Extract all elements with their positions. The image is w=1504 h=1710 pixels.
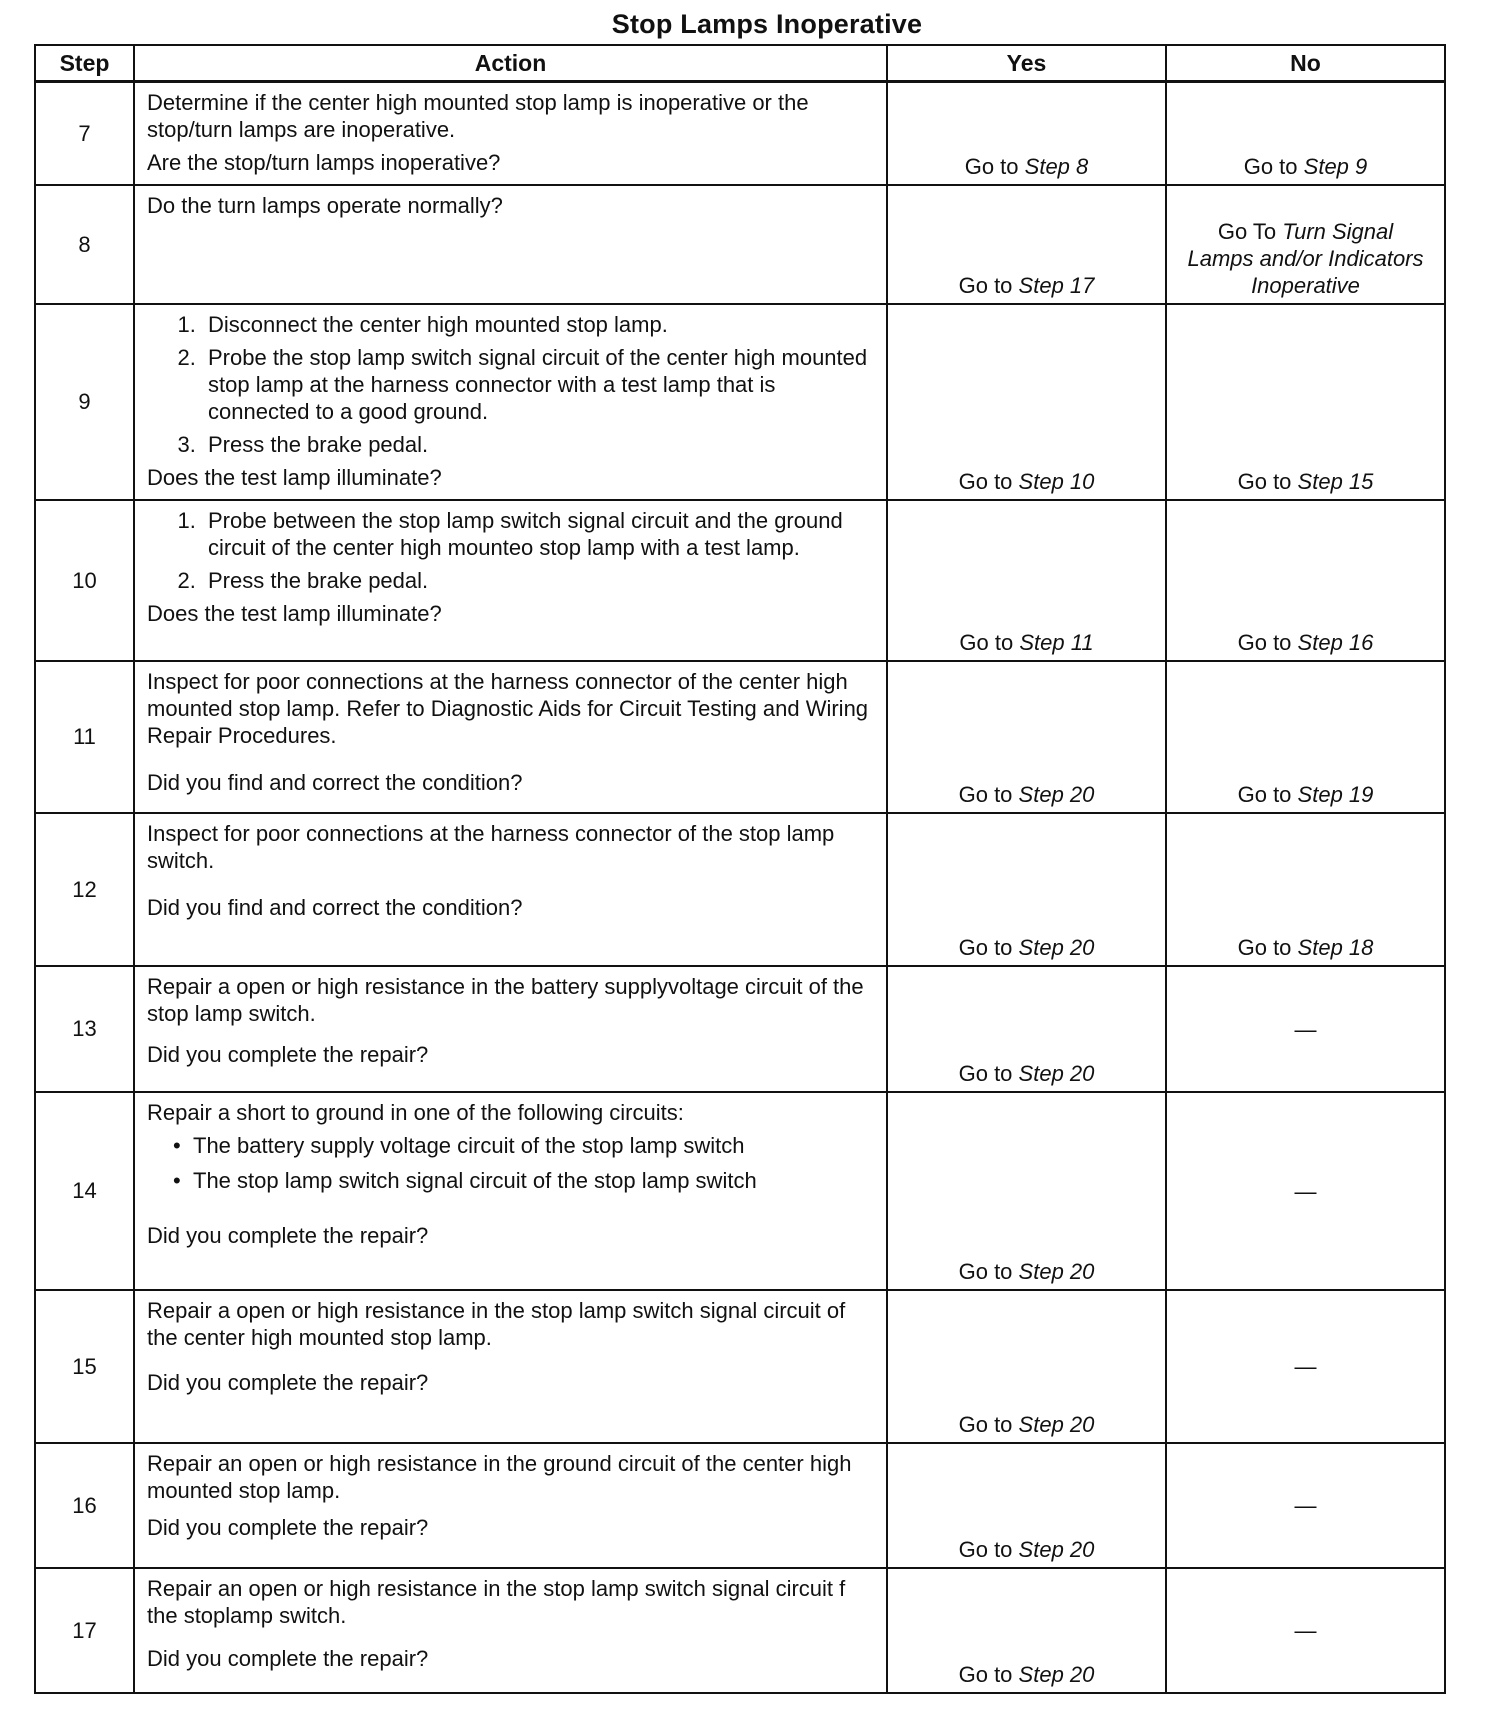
table-row — [35, 1443, 1445, 1568]
action-question: Did you complete the repair? — [147, 1515, 429, 1540]
action-text: Inspect for poor connections at the harness connector of the stop lamp switch. — [147, 821, 835, 873]
yes-prefix: Go to — [958, 273, 1013, 298]
action-cell — [134, 1092, 887, 1290]
table-row — [35, 500, 1445, 661]
yes-prefix: Go to — [958, 1412, 1013, 1437]
no-cell — [1166, 185, 1445, 304]
no-step-ref: Step 18 — [1297, 935, 1374, 960]
yes-step-ref: Step 10 — [1018, 469, 1095, 494]
no-cell: — — [1166, 1290, 1445, 1443]
action-question: Do the turn lamps operate normally? — [147, 193, 503, 218]
yes-column-header: Yes — [887, 45, 1166, 82]
step-column-header: Step — [35, 45, 134, 82]
yes-cell — [887, 185, 1166, 304]
action-text: Repair a open or high resistance in the battery supplyvoltage circuit of the stop lamp switch. — [147, 974, 864, 1026]
step-number: 12 — [35, 813, 134, 966]
action-question: Did you complete the repair? — [147, 1223, 429, 1248]
action-column-header: Action — [134, 45, 887, 82]
bullet-item: • The battery supply voltage circuit of the stop lamp switch — [193, 1132, 876, 1159]
action-cell — [134, 813, 887, 966]
action-step-item: 1. Disconnect the center high mounted stop lamp. — [202, 311, 876, 338]
yes-step-ref: Step 20 — [1018, 1662, 1095, 1687]
action-question: Did you find and correct the condition? — [147, 770, 523, 795]
yes-cell — [887, 966, 1166, 1092]
no-cell — [1166, 500, 1445, 661]
yes-cell — [887, 1568, 1166, 1693]
action-cell — [134, 661, 887, 813]
action-cell — [134, 1568, 887, 1693]
no-prefix: Go to — [1243, 154, 1298, 179]
yes-cell — [887, 1092, 1166, 1290]
no-step-ref: Step 16 — [1297, 630, 1374, 655]
action-cell — [134, 500, 887, 661]
table-row — [35, 813, 1445, 966]
yes-cell — [887, 1290, 1166, 1443]
no-prefix: Go to — [1237, 935, 1292, 960]
diagnostic-table — [34, 44, 1446, 1694]
yes-prefix: Go to — [958, 782, 1013, 807]
action-question: Did you find and correct the condition? — [147, 895, 523, 920]
step-number: 8 — [35, 185, 134, 304]
yes-cell — [887, 813, 1166, 966]
action-step-item: 3. Press the brake pedal. — [202, 431, 876, 458]
yes-step-ref: Step 20 — [1018, 935, 1095, 960]
no-cell — [1166, 813, 1445, 966]
action-question: Did you complete the repair? — [147, 1370, 429, 1395]
action-text: Repair a short to ground in one of the following circuits: — [147, 1100, 684, 1125]
action-question: Does the test lamp illuminate? — [147, 465, 442, 490]
yes-prefix: Go to — [964, 154, 1019, 179]
no-cell — [1166, 304, 1445, 500]
table-row — [35, 1568, 1445, 1693]
action-step-item: 2. Probe the stop lamp switch signal circuit of the center high mounted stop lamp at the harness connector with a test lamp that is connected to a good ground. — [202, 344, 876, 425]
yes-cell — [887, 500, 1166, 661]
table-row — [35, 304, 1445, 500]
action-text: Inspect for poor connections at the harness connector of the center high mounted stop lamp. Refer to Diagnostic Aids for Circuit Testing and Wiring Repair Procedures. — [147, 669, 869, 748]
table-row — [35, 82, 1445, 186]
step-number: 7 — [35, 82, 134, 186]
yes-step-ref: Step 11 — [1019, 630, 1094, 655]
no-cell — [1166, 82, 1445, 186]
yes-cell — [887, 1443, 1166, 1568]
yes-step-ref: Step 20 — [1018, 1412, 1095, 1437]
no-cell: — — [1166, 1092, 1445, 1290]
yes-step-ref: Step 20 — [1018, 782, 1095, 807]
action-question: Does the test lamp illuminate? — [147, 601, 442, 626]
action-question: Did you complete the repair? — [147, 1042, 429, 1067]
action-text: Repair an open or high resistance in the ground circuit of the center high mounted stop lamp. — [147, 1451, 852, 1503]
yes-prefix: Go to — [958, 1061, 1013, 1086]
action-cell — [134, 304, 887, 500]
no-step-ref: Step 19 — [1297, 782, 1374, 807]
yes-cell — [887, 82, 1166, 186]
action-question: Are the stop/turn lamps inoperative? — [147, 150, 501, 175]
step-number: 13 — [35, 966, 134, 1092]
yes-prefix: Go to — [958, 1662, 1013, 1687]
yes-cell — [887, 661, 1166, 813]
no-prefix: Go to — [1237, 630, 1292, 655]
yes-step-ref: Step 20 — [1018, 1259, 1095, 1284]
no-step-ref: Step 15 — [1297, 469, 1374, 494]
no-section-ref: Turn Signal Lamps and/or Indicators Inoperative — [1187, 219, 1424, 298]
step-number: 11 — [35, 661, 134, 813]
action-text: Repair an open or high resistance in the stop lamp switch signal circuit f the stoplamp switch. — [147, 1576, 846, 1628]
action-step-list — [147, 507, 876, 594]
action-cell — [134, 966, 887, 1092]
no-step-ref: Step 9 — [1303, 154, 1368, 179]
action-question: Did you complete the repair? — [147, 1646, 429, 1671]
action-cell — [134, 1443, 887, 1568]
yes-step-ref: Step 8 — [1024, 154, 1089, 179]
no-prefix: Go to — [1237, 469, 1292, 494]
page-title: Stop Lamps Inoperative — [611, 9, 923, 39]
bullet-item: • The stop lamp switch signal circuit of the stop lamp switch — [193, 1167, 876, 1194]
step-number: 9 — [35, 304, 134, 500]
table-row — [35, 1290, 1445, 1443]
circuit-bullet-list — [147, 1132, 876, 1194]
table-row — [35, 1092, 1445, 1290]
yes-step-ref: Step 20 — [1018, 1537, 1095, 1562]
action-text: Repair a open or high resistance in the stop lamp switch signal circuit of the center high mounted stop lamp. — [147, 1298, 846, 1350]
yes-prefix: Go to — [958, 935, 1013, 960]
yes-prefix: Go to — [958, 1259, 1013, 1284]
action-text: Determine if the center high mounted stop lamp is inoperative or the stop/turn lamps are inoperative. — [147, 90, 809, 142]
no-prefix: Go To — [1217, 219, 1277, 244]
yes-prefix: Go to — [959, 630, 1014, 655]
action-step-list — [147, 311, 876, 458]
yes-prefix: Go to — [958, 1537, 1013, 1562]
no-cell — [1166, 661, 1445, 813]
no-cell: — — [1166, 966, 1445, 1092]
no-column-header: No — [1166, 45, 1445, 82]
action-step-item: 2. Press the brake pedal. — [202, 567, 876, 594]
yes-cell — [887, 304, 1166, 500]
table-row — [35, 661, 1445, 813]
table-row — [35, 185, 1445, 304]
yes-step-ref: Step 20 — [1018, 1061, 1095, 1086]
yes-step-ref: Step 17 — [1018, 273, 1095, 298]
action-cell — [134, 185, 887, 304]
no-cell: — — [1166, 1568, 1445, 1693]
no-cell: — — [1166, 1443, 1445, 1568]
no-prefix: Go to — [1237, 782, 1292, 807]
step-number: 16 — [35, 1443, 134, 1568]
action-step-item: 1. Probe between the stop lamp switch signal circuit and the ground circuit of the center high mounteo stop lamp with a test lamp. — [202, 507, 876, 561]
table-row — [35, 966, 1445, 1092]
step-number: 15 — [35, 1290, 134, 1443]
step-number: 17 — [35, 1568, 134, 1693]
table-header-row — [35, 45, 1445, 82]
action-cell — [134, 1290, 887, 1443]
yes-prefix: Go to — [958, 469, 1013, 494]
step-number: 10 — [35, 500, 134, 661]
action-cell — [134, 82, 887, 186]
step-number: 14 — [35, 1092, 134, 1290]
